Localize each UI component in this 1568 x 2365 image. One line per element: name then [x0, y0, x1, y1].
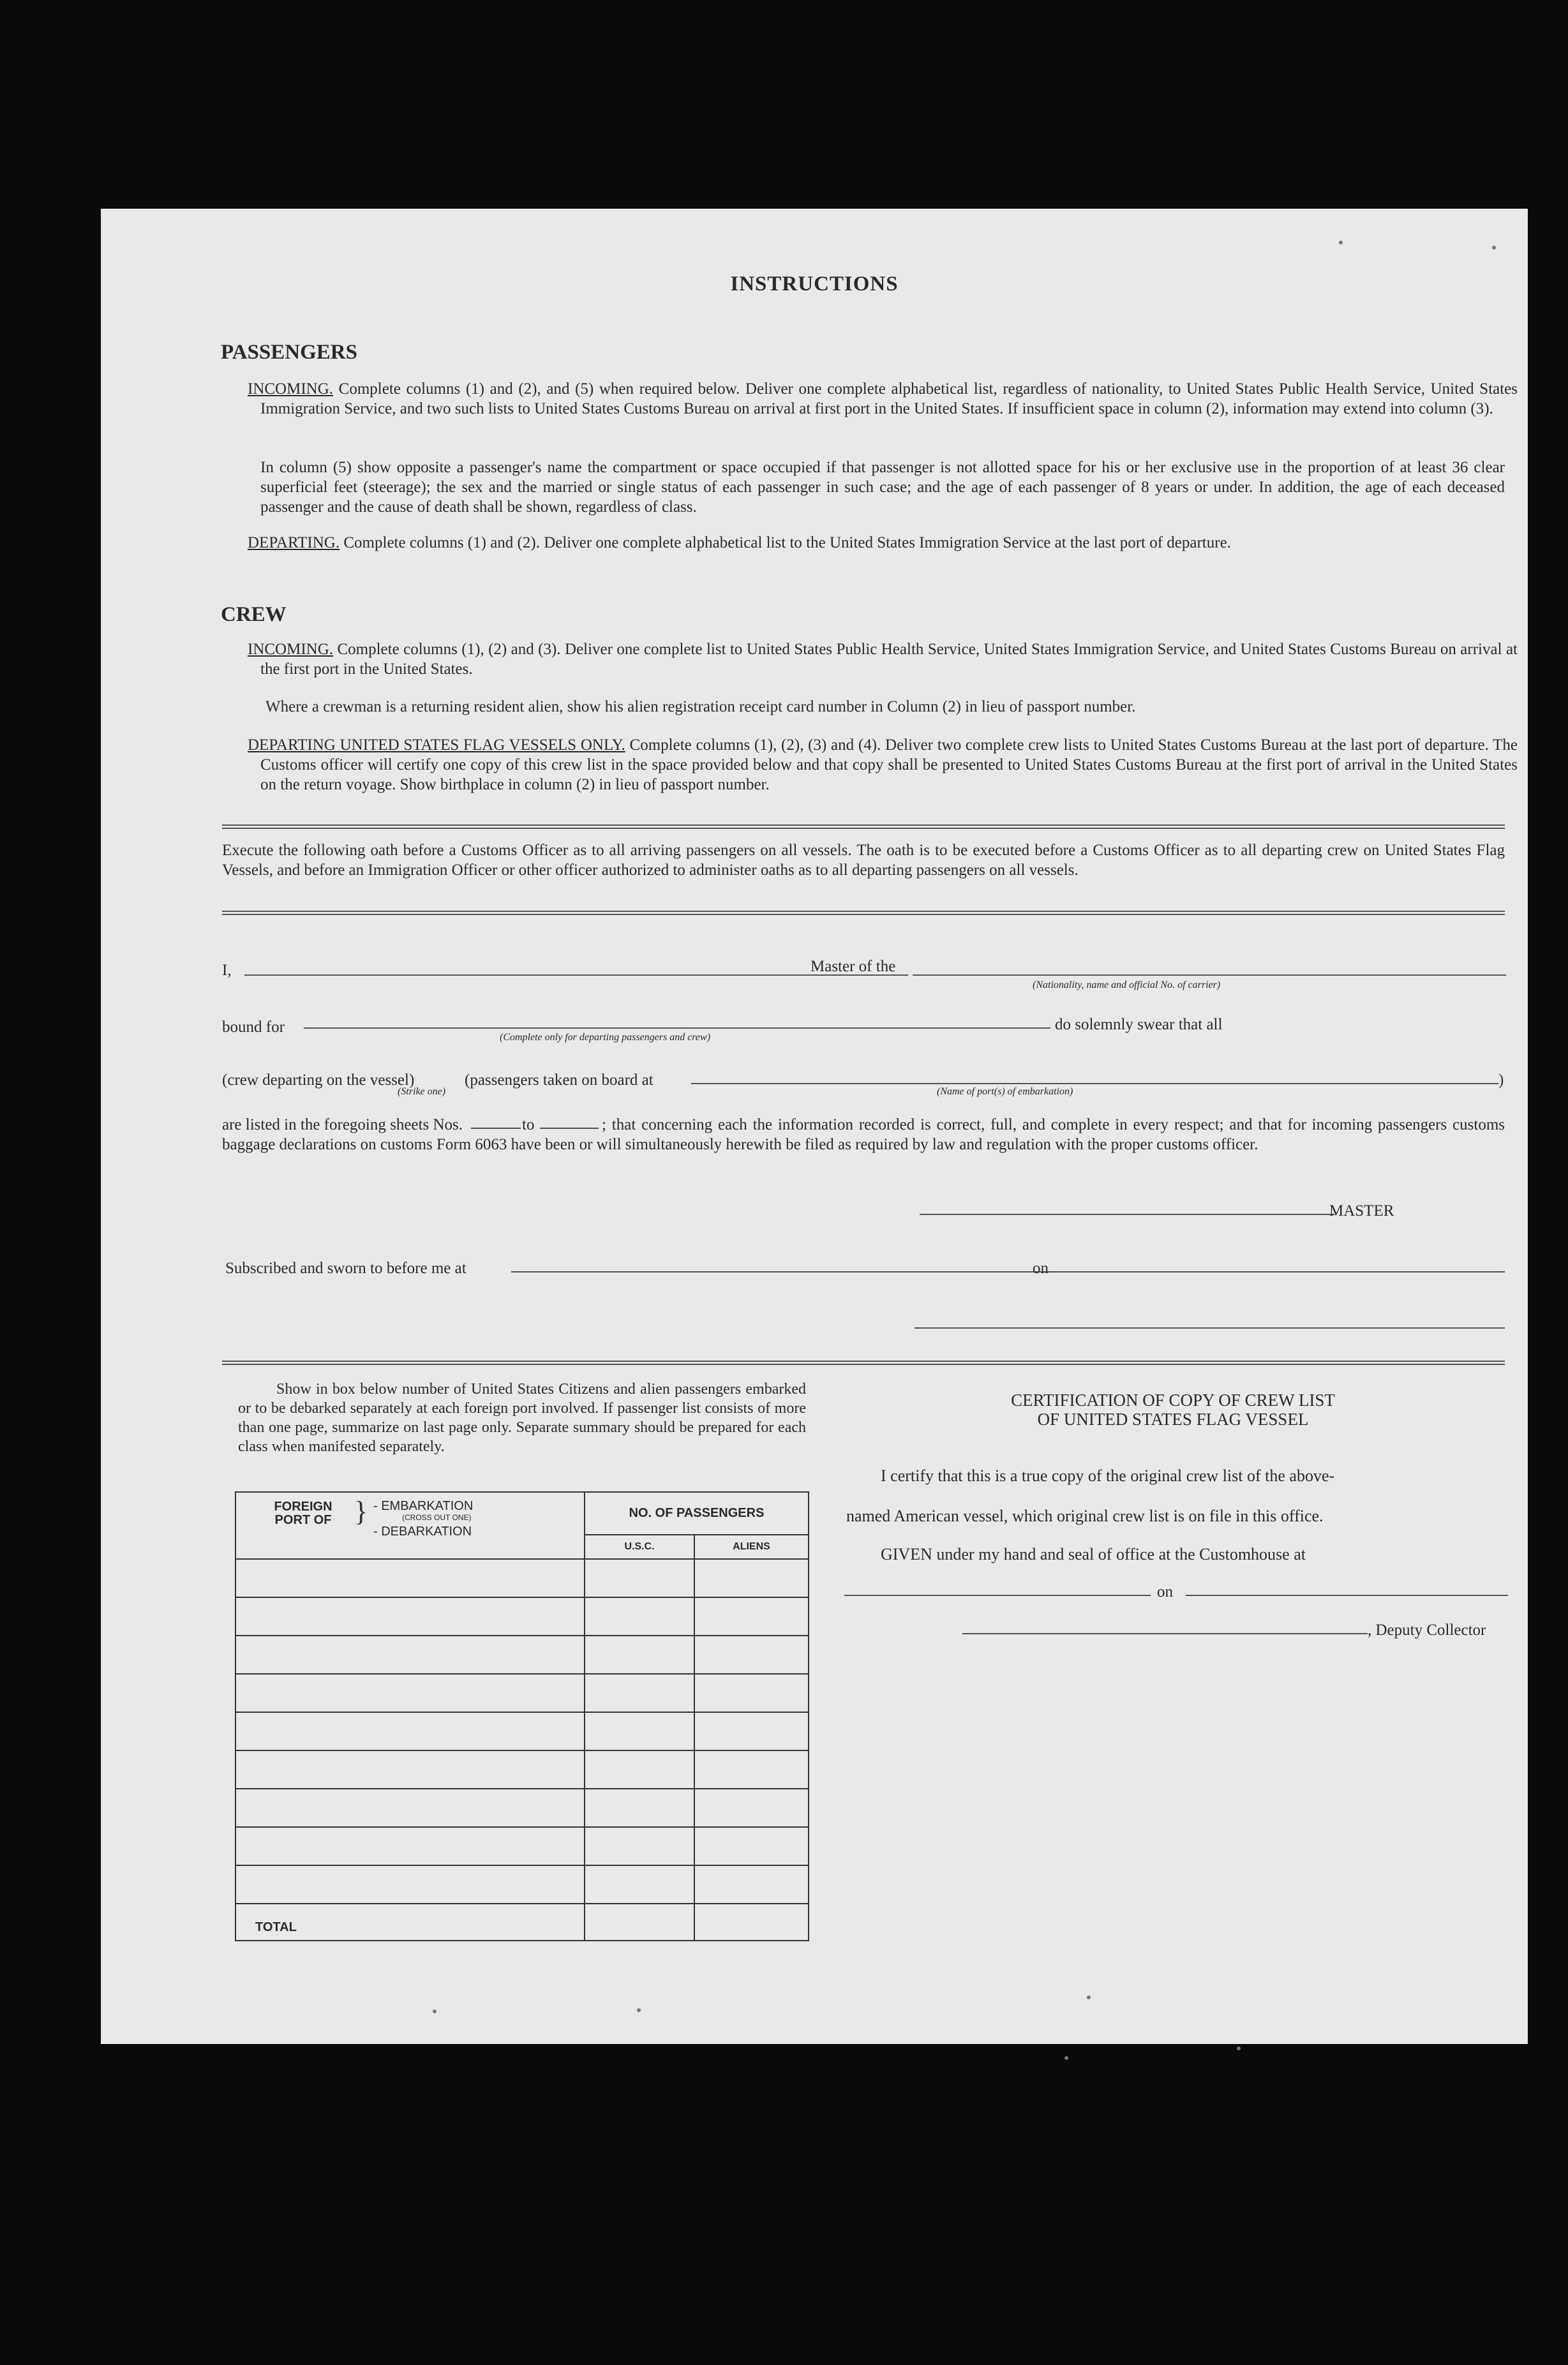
certification-text-line-2: named American vessel, which original crew list is on file in this office.	[846, 1507, 1324, 1525]
subscribed-place-field[interactable]	[511, 1271, 1124, 1272]
subscribed-date-field[interactable]	[1061, 1271, 1505, 1272]
oath-strike-one-caption: (Strike one)	[398, 1086, 446, 1097]
summary-row	[235, 1636, 809, 1674]
summary-row	[235, 1597, 809, 1636]
oath-departing-caption: (Complete only for departing passengers and crew)	[500, 1032, 711, 1043]
crew-heading: CREW	[221, 603, 287, 626]
foreign-port-header-cell	[235, 1492, 585, 1559]
passengers-column5-paragraph: In column (5) show opposite a passenger's name the compartment or space occupied if that passenger is not allotted space for his or her exclusive use in the proportion of at least 36 clear superficial feet (steerage); the sex and the married or single status of each passenger in such case; and the age of each passenger of 8 years or under. In addition, the age of each deceased passenger and the cause of death shall be shown, regardless of class.	[260, 459, 1505, 516]
passengers-departing-text: Complete columns (1) and (2). Deliver one complete alphabetical list to the United States Immigration Service at the last port of departure.	[343, 534, 1231, 551]
oath-close-paren: )	[1498, 1071, 1504, 1089]
no-of-passengers-header: NO. OF PASSENGERS	[585, 1492, 809, 1535]
oath-nationality-caption: (Nationality, name and official No. of carrier)	[1033, 980, 1221, 990]
subscribed-on-label: on	[1033, 1260, 1049, 1277]
passengers-incoming-label: INCOMING.	[248, 380, 334, 398]
port-cell[interactable]	[235, 1559, 585, 1597]
summary-header-row	[235, 1492, 809, 1535]
scan-speck	[1492, 246, 1496, 250]
section-divider	[222, 911, 1505, 915]
certification-heading-line-2: OF UNITED STATES FLAG VESSEL	[1037, 1410, 1309, 1429]
port-cell[interactable]	[235, 1712, 585, 1750]
crew-incoming-paragraph	[248, 639, 1518, 679]
usc-cell[interactable]	[585, 1559, 694, 1597]
usc-header: U.S.C.	[585, 1535, 694, 1559]
oath-passengers-taken-text: (passengers taken on board at	[465, 1071, 653, 1089]
certification-date-field[interactable]	[1186, 1595, 1508, 1596]
section-divider	[222, 1361, 1505, 1365]
usc-cell[interactable]	[585, 1597, 694, 1636]
port-cell[interactable]	[235, 1636, 585, 1674]
port-cell[interactable]	[235, 1674, 585, 1712]
summary-row	[235, 1827, 809, 1865]
aliens-cell[interactable]	[694, 1712, 809, 1750]
foreign-port-of-label: FOREIGN PORT OF	[274, 1500, 332, 1527]
oath-embarkation-port-field[interactable]	[691, 1083, 1498, 1084]
summary-row	[235, 1674, 809, 1712]
deputy-collector-label: , Deputy Collector	[1368, 1622, 1486, 1639]
scan-speck	[1237, 2047, 1241, 2050]
scan-speck	[637, 2008, 641, 2012]
certification-text-line-1: I certify that this is a true copy of the original crew list of the above-	[881, 1466, 1335, 1485]
usc-cell[interactable]	[585, 1827, 694, 1865]
passengers-heading: PASSENGERS	[221, 341, 357, 364]
section-divider	[222, 824, 1505, 829]
port-cell[interactable]	[235, 1597, 585, 1636]
aliens-cell[interactable]	[694, 1865, 809, 1904]
document-page	[101, 209, 1528, 2044]
scan-speck	[1339, 241, 1343, 244]
brace-icon: }	[354, 1496, 368, 1527]
aliens-total-cell[interactable]	[694, 1904, 809, 1941]
port-cell[interactable]	[235, 1789, 585, 1827]
oath-bound-for-field[interactable]	[304, 1027, 1050, 1029]
debarkation-label: - DEBARKATION	[373, 1525, 472, 1539]
usc-total-cell[interactable]	[585, 1904, 694, 1941]
certification-heading-line-1: CERTIFICATION OF COPY OF CREW LIST	[1011, 1391, 1335, 1410]
aliens-cell[interactable]	[694, 1750, 809, 1789]
scan-speck	[1087, 1996, 1091, 1999]
master-signature-field[interactable]	[920, 1214, 1334, 1215]
oath-crew-departing-text: (crew departing on the vessel)	[222, 1071, 415, 1089]
deputy-collector-signature-field[interactable]	[962, 1633, 1368, 1634]
usc-cell[interactable]	[585, 1865, 694, 1904]
aliens-cell[interactable]	[694, 1789, 809, 1827]
page-title: INSTRUCTIONS	[730, 272, 899, 295]
crew-resident-paragraph: Where a crewman is a returning resident alien, show his alien registration receipt card number in Column (2) in lieu of passport number.	[265, 698, 1136, 715]
oath-embark-caption: (Name of port(s) of embarkation)	[937, 1086, 1073, 1097]
passenger-summary-table	[235, 1491, 809, 1941]
usc-cell[interactable]	[585, 1674, 694, 1712]
officer-signature-field[interactable]	[915, 1327, 1505, 1329]
summary-row	[235, 1750, 809, 1789]
cross-out-one-label: (CROSS OUT ONE)	[402, 1513, 472, 1522]
total-label: TOTAL	[235, 1904, 585, 1941]
oath-to-label: to	[522, 1116, 535, 1133]
master-label: MASTER	[1329, 1202, 1394, 1220]
embarkation-label: - EMBARKATION	[373, 1499, 474, 1513]
passengers-incoming-text: Complete columns (1) and (2), and (5) when required below. Deliver one complete alphabetical list, regardless of nationality, to United States Public Health Service, United States Immigration Service, and two such lists to United States Customs Bureau on arrival at first port in the United States. If insufficient space in column (2), information may extend into column (3).	[260, 380, 1518, 417]
passengers-departing-paragraph	[248, 533, 1518, 553]
oath-swear-text: do solemnly swear that all	[1055, 1016, 1223, 1033]
summary-instructions: Show in box below number of United States Citizens and alien passengers embarked or to be debarked separately at each foreign port involved. If passenger list consists of more than one page, summarize on last page only. Separate summary should be prepared for each class when manifested separately.	[238, 1381, 806, 1455]
usc-cell[interactable]	[585, 1789, 694, 1827]
aliens-header: ALIENS	[694, 1535, 809, 1559]
scan-speck	[433, 2010, 437, 2013]
oath-listed-label: are listed in the foregoing sheets Nos.	[222, 1116, 463, 1133]
customhouse-location-field[interactable]	[844, 1595, 1151, 1596]
crew-incoming-label: INCOMING.	[248, 641, 334, 658]
oath-carrier-field[interactable]	[913, 974, 1506, 976]
oath-instruction-paragraph: Execute the following oath before a Customs Officer as to all arriving passengers on all vessels. The oath is to be executed before a Customs Officer as to all departing crew on United States Flag Vessels, and before an Immigration Officer or other officer authorized to administer oaths as to all departing passengers on all vessels.	[222, 842, 1505, 879]
oath-listed-text: ; that concerning each the information recorded is correct, full, and complete in every respect; and that for incoming passengers customs baggage declarations on customs Form 6063 have been or will simultaneously herewith be filed as required by law and regulation with the proper customs officer.	[222, 1116, 1505, 1153]
usc-cell[interactable]	[585, 1750, 694, 1789]
summary-row	[235, 1559, 809, 1597]
crew-incoming-text: Complete columns (1), (2) and (3). Deliver one complete list to United States Public Health Service, United States Immigration Service, and United States Customs Bureau on arrival at the first port in the United States.	[260, 641, 1518, 678]
passengers-departing-label: DEPARTING.	[248, 534, 340, 551]
certification-on-label: on	[1157, 1583, 1173, 1600]
port-cell[interactable]	[235, 1827, 585, 1865]
port-cell[interactable]	[235, 1865, 585, 1904]
crew-departing-label: DEPARTING UNITED STATES FLAG VESSELS ONLY.	[248, 736, 625, 754]
usc-cell[interactable]	[585, 1712, 694, 1750]
scan-speck	[1064, 2056, 1068, 2060]
aliens-cell[interactable]	[694, 1636, 809, 1674]
certification-given-text: GIVEN under my hand and seal of office at the Customhouse at	[881, 1545, 1306, 1563]
oath-bound-for-label: bound for	[222, 1018, 285, 1036]
crew-departing-text: Complete columns (1), (2), (3) and (4). Deliver two complete crew lists to United States Customs Bureau at the last port of departure. The Customs officer will certify one copy of this crew list in the space provided below and that copy shall be presented to United States Customs Bureau at the first port of arrival in the United States on the return voyage. Show birthplace in column (2) in lieu of passport number.	[260, 736, 1518, 793]
crew-departing-paragraph	[248, 735, 1518, 795]
subscribed-label: Subscribed and sworn to before me at	[225, 1260, 467, 1277]
aliens-cell[interactable]	[694, 1597, 809, 1636]
passengers-incoming-paragraph	[248, 379, 1518, 419]
summary-row	[235, 1789, 809, 1827]
summary-row	[235, 1712, 809, 1750]
summary-total-row	[235, 1904, 809, 1941]
port-cell[interactable]	[235, 1750, 585, 1789]
aliens-cell[interactable]	[694, 1559, 809, 1597]
usc-cell[interactable]	[585, 1636, 694, 1674]
summary-row	[235, 1865, 809, 1904]
aliens-cell[interactable]	[694, 1827, 809, 1865]
oath-i-label: I,	[222, 962, 232, 979]
aliens-cell[interactable]	[694, 1674, 809, 1712]
oath-master-of-the-label: Master of the	[810, 958, 896, 975]
oath-master-name-field[interactable]	[244, 974, 908, 976]
